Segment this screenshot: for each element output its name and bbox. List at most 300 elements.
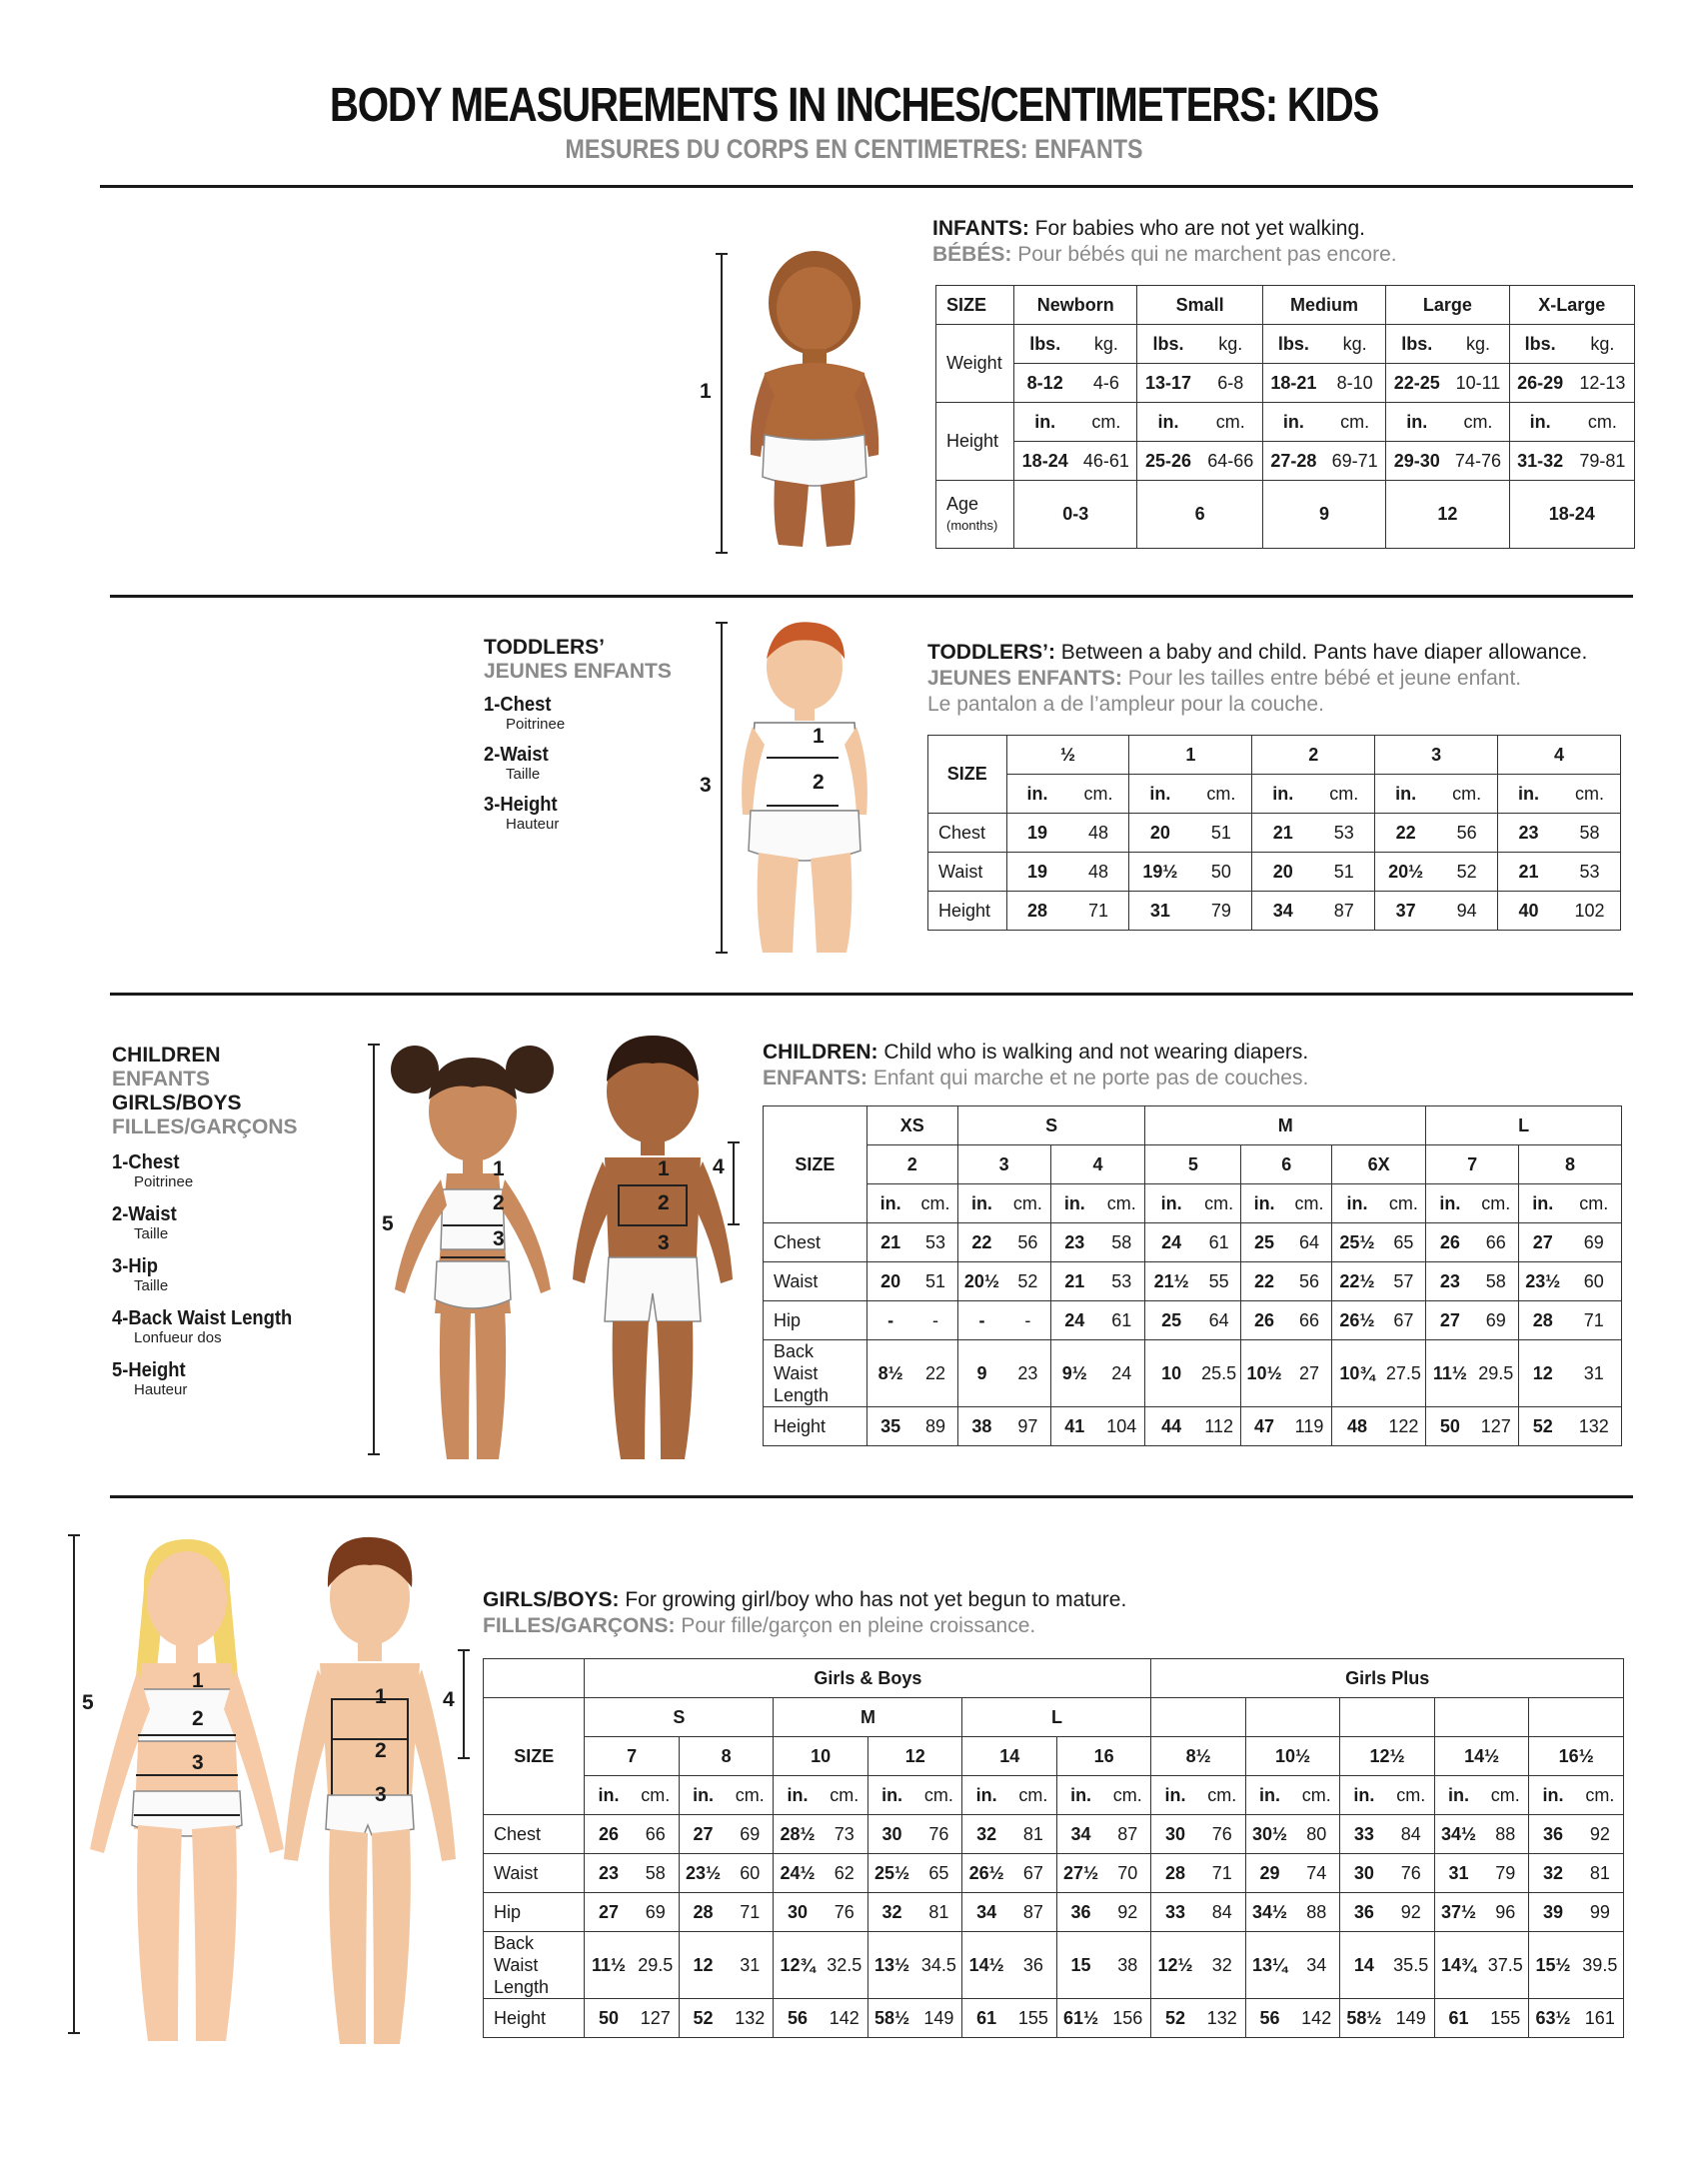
unit-cell: cm. [1190,775,1251,814]
unit-cell: cm. [822,1776,868,1815]
size-col-header: 10½ [1245,1737,1339,1776]
value-cell: 10-11 [1447,364,1509,403]
value-cell: 51 [1313,853,1374,892]
value-cell: 80 [1293,1815,1340,1854]
value-cell: 36 [1010,1932,1057,1999]
value-cell: 79 [1190,892,1251,931]
boy-illustration [280,1529,460,2054]
value-cell: 89 [913,1407,957,1446]
value-cell: 24 [1098,1340,1145,1407]
header-blank [484,1659,585,1698]
unit-cell: kg. [1324,325,1386,364]
value-cell: 31 [1566,1340,1621,1407]
legend-title: CHILDREN [112,1044,221,1067]
value-cell: 46-61 [1075,442,1137,481]
size-col-header: Medium [1262,286,1385,325]
unit-cell: in. [1129,775,1190,814]
height-marker: 3 [700,774,712,797]
legend-item: 3-Height [484,794,558,816]
value-cell: 14 [1340,1932,1388,1999]
legend-title-fr: FILLES/GARÇONS [112,1115,298,1138]
size-col-header: 3 [957,1145,1050,1184]
value-cell: 61 [1434,1999,1482,2038]
group-header: S [957,1106,1145,1145]
value-cell: 37.5 [1482,1932,1529,1999]
value-cell: 92 [1577,1815,1624,1854]
value-cell: 50 [1426,1407,1474,1446]
unit-cell: in. [1262,403,1324,442]
value-cell: 142 [1293,1999,1340,2038]
unit-cell: kg. [1447,325,1509,364]
unit-cell: in. [1386,403,1448,442]
size-col-header: 3 [1375,736,1498,775]
value-cell: 19½ [1129,853,1190,892]
value-cell: 132 [1566,1407,1621,1446]
table-row [484,1932,1624,1999]
legend-item: 3-Hip [112,1255,158,1277]
chest-marker: 1 [813,725,825,748]
size-header: SIZE [484,1698,585,1815]
infants-table [935,285,1635,549]
value-cell: 56 [1287,1262,1332,1301]
size-col-header: 8 [1519,1145,1622,1184]
legend-item: 1-Chest [484,694,552,716]
children-description: CHILDREN: Child who is walking and not wearing diapers. ENFANTS: Enfant qui marche et ne porte pas de couches. [763,1041,1309,1089]
size-col-header: 12½ [1340,1737,1435,1776]
value-cell: 76 [822,1893,868,1932]
table-row [764,1262,1622,1301]
value-cell: 58 [1474,1262,1519,1301]
value-cell: 18-21 [1262,364,1324,403]
back-waist-marker: 4 [443,1688,455,1711]
value-cell: 13¼ [1245,1932,1293,1999]
unit-cell: cm. [1010,1776,1057,1815]
value-cell: 87 [1010,1893,1057,1932]
value-cell: 8½ [866,1340,913,1407]
value-cell: 52 [679,1999,727,2038]
girl-child-illustration [385,1030,560,1469]
value-cell: 38 [957,1407,1005,1446]
waist-marker: 2 [813,771,825,794]
row-label: Chest [928,814,1007,853]
value-cell: 33 [1151,1893,1199,1932]
unit-cell: lbs. [1262,325,1324,364]
value-cell: 15 [1056,1932,1104,1999]
value-cell: 79-81 [1571,442,1635,481]
size-col-header: 7 [1426,1145,1519,1184]
age-sub: (months) [946,517,998,533]
value-cell: 27 [679,1815,727,1854]
value-cell: 22 [957,1223,1005,1262]
value-cell: 71 [1199,1854,1246,1893]
value-cell: 73 [822,1815,868,1854]
table-row [484,1999,1624,2038]
value-cell: 24 [1050,1301,1098,1340]
value-cell: 6 [1137,481,1262,549]
value-cell: 10 [1145,1340,1197,1407]
value-cell: 28½ [774,1815,822,1854]
value-cell: 56 [1436,814,1497,853]
unit-cell: cm. [1577,1776,1624,1815]
value-cell: 26½ [962,1854,1010,1893]
size-col-header: 16 [1056,1737,1150,1776]
value-cell: 9½ [1050,1340,1098,1407]
value-cell: 12½ [1151,1932,1199,1999]
value-cell: 28 [1519,1301,1567,1340]
value-cell: 66 [633,1815,680,1854]
unit-cell: in. [1375,775,1436,814]
value-cell: 92 [1388,1893,1435,1932]
unit-cell: cm. [727,1776,774,1815]
value-cell: 29 [1245,1854,1293,1893]
measure-tick [68,1534,80,1536]
value-cell: 23 [585,1854,633,1893]
height-marker: 5 [82,1691,94,1714]
divider [100,185,1633,188]
unit-cell: in. [1014,403,1076,442]
value-cell: 24½ [774,1854,822,1893]
group-header: Girls & Boys [585,1659,1151,1698]
group-header: M [1145,1106,1426,1145]
table-row [484,1893,1624,1932]
unit-cell: in. [1332,1184,1382,1223]
legend-title-fr: JEUNES ENFANTS [484,660,672,683]
measure-tick [728,1223,740,1225]
group-header: S [585,1698,774,1737]
value-cell: 41 [1050,1407,1098,1446]
value-cell: 4-6 [1075,364,1137,403]
value-cell: 52 [1151,1999,1199,2038]
legend-item-fr: Hauteur [134,1381,188,1398]
value-cell: 87 [1104,1815,1151,1854]
unit-cell: cm. [1197,1184,1241,1223]
unit-cell: kg. [1571,325,1635,364]
value-cell: 20½ [957,1262,1005,1301]
unit-cell: in. [1145,1184,1197,1223]
value-cell: 21 [1252,814,1313,853]
table-row [928,892,1621,931]
value-cell: 9 [1262,481,1385,549]
group-header-blank [1529,1698,1624,1737]
value-cell: 52 [1436,853,1497,892]
value-cell: 81 [1010,1815,1057,1854]
age-label: Age [946,493,979,514]
value-cell: 119 [1287,1407,1332,1446]
unit-cell: cm. [1571,403,1635,442]
unit-cell: in. [585,1776,633,1815]
unit-cell: cm. [1436,775,1497,814]
value-cell: 9 [957,1340,1005,1407]
unit-cell: in. [1006,775,1067,814]
value-cell: 66 [1287,1301,1332,1340]
value-cell: 30 [774,1893,822,1932]
value-cell: 48 [1068,853,1129,892]
value-cell: 27 [585,1893,633,1932]
legend-item-fr: Taille [506,766,541,783]
legend-title: GIRLS/BOYS [112,1091,242,1114]
legend-item-fr: Lonfueur dos [134,1329,222,1346]
value-cell: 69 [633,1893,680,1932]
value-cell: 52 [1005,1262,1050,1301]
back-waist-measure-line [463,1649,465,1759]
value-cell: 132 [1199,1999,1246,2038]
unit-cell: in. [962,1776,1010,1815]
value-cell: 12-13 [1571,364,1635,403]
page-subtitle: MESURES DU CORPS EN CENTIMETRES: ENFANTS [565,134,1143,164]
children-table [763,1105,1622,1446]
page-title: BODY MEASUREMENTS IN INCHES/CENTIMETERS: KIDS [329,79,1379,132]
hip-marker: 3 [192,1751,204,1774]
row-label: Chest [764,1223,867,1262]
row-label: Back Waist Length [484,1932,585,1999]
value-cell: 20 [1252,853,1313,892]
value-cell: 104 [1098,1407,1145,1446]
measure-tick [368,1044,380,1046]
value-cell: 10½ [1241,1340,1287,1407]
value-cell: 61 [962,1999,1010,2038]
unit-cell: cm. [1075,403,1137,442]
table-row [764,1223,1622,1262]
unit-cell: cm. [633,1776,680,1815]
value-cell: 30½ [1245,1815,1293,1854]
value-cell: 27.5 [1382,1340,1426,1407]
unit-cell: cm. [1287,1184,1332,1223]
value-cell: 32 [1529,1854,1577,1893]
table-row [928,853,1621,892]
value-cell: 60 [727,1854,774,1893]
value-cell: 81 [915,1893,962,1932]
height-measure-line [373,1044,375,1455]
unit-cell: in. [866,1184,913,1223]
unit-cell: in. [1151,1776,1199,1815]
value-cell: 30 [1340,1854,1388,1893]
size-col-header: 2 [1252,736,1375,775]
value-cell: 31 [1434,1854,1482,1893]
waist-marker: 2 [375,1739,387,1762]
legend-item-fr: Hauteur [506,816,560,833]
table-row [484,1854,1624,1893]
value-cell: 79 [1482,1854,1529,1893]
value-cell: 18-24 [1509,481,1634,549]
value-cell: 19 [1006,853,1067,892]
value-cell: 23 [1050,1223,1098,1262]
value-cell: 13-17 [1137,364,1199,403]
height-marker: 5 [382,1212,394,1235]
value-cell: 60 [1566,1262,1621,1301]
unit-cell: in. [1252,775,1313,814]
value-cell: 70 [1104,1854,1151,1893]
girl-illustration [82,1529,292,2049]
value-cell: 25 [1241,1223,1287,1262]
value-cell: 22 [913,1340,957,1407]
hip-marker: 3 [658,1231,670,1254]
table-body [764,1223,1622,1446]
value-cell: 34 [962,1893,1010,1932]
value-cell: 29-30 [1386,442,1448,481]
unit-cell: in. [1137,403,1199,442]
value-cell: 51 [913,1262,957,1301]
table-body [928,814,1621,931]
value-cell: 11½ [1426,1340,1474,1407]
row-label: Height [928,892,1007,931]
group-header: L [1426,1106,1622,1145]
value-cell: 161 [1577,1999,1624,2038]
value-cell: 71 [1566,1301,1621,1340]
unit-cell: cm. [1482,1776,1529,1815]
value-cell: 18-24 [1014,442,1076,481]
value-cell: 58 [1098,1223,1145,1262]
value-cell: 127 [633,1999,680,2038]
value-cell: 53 [1313,814,1374,853]
value-cell: 36 [1056,1893,1104,1932]
size-col-header: 7 [585,1737,680,1776]
value-cell: 20 [1129,814,1190,853]
size-col-header: 5 [1145,1145,1241,1184]
value-cell: 28 [1006,892,1067,931]
legend-title-fr: ENFANTS [112,1068,211,1090]
size-col-header: 6X [1332,1145,1426,1184]
legend-item: 4-Back Waist Length [112,1307,293,1329]
unit-cell: lbs. [1509,325,1571,364]
group-header-blank [1434,1698,1529,1737]
value-cell: 88 [1482,1815,1529,1854]
value-cell: 31 [1129,892,1190,931]
unit-cell: in. [1509,403,1571,442]
unit-cell: cm. [1068,775,1129,814]
value-cell: 25.5 [1197,1340,1241,1407]
chest-marker: 1 [658,1157,670,1180]
girlsboys-table [483,1658,1624,2038]
value-cell: 34 [1293,1932,1340,1999]
row-label: Waist [484,1854,585,1893]
value-cell: 37 [1375,892,1436,931]
value-cell: 12 [1386,481,1509,549]
size-col-header: X-Large [1509,286,1634,325]
value-cell: 32 [962,1815,1010,1854]
legend-item: 1-Chest [112,1151,180,1173]
measure-tick [716,253,728,255]
toddlers-legend [484,636,672,834]
value-cell: 102 [1559,892,1621,931]
value-cell: 50 [1190,853,1251,892]
unit-cell: cm. [1382,1184,1426,1223]
unit-cell: in. [867,1776,915,1815]
toddlers-description: TODDLERS’: Between a baby and child. Pants have diaper allowance. JEUNES ENFANTS: Pour les tailles entre bébé et jeune enfant. Le pantalon a de l’ampleur pour la couche. [927,641,1588,716]
unit-cell: in. [1050,1184,1098,1223]
unit-cell: cm. [1104,1776,1151,1815]
waist-marker: 2 [493,1191,505,1214]
value-cell: 23 [1005,1340,1050,1407]
value-cell: 87 [1313,892,1374,931]
unit-cell: cm. [1447,403,1509,442]
value-cell: 31-32 [1509,442,1571,481]
row-label: Waist [764,1262,867,1301]
unit-cell: cm. [1005,1184,1050,1223]
value-cell: 21 [1498,853,1559,892]
value-cell: 25½ [1332,1223,1382,1262]
value-cell: - [866,1301,913,1340]
value-cell: 61 [1197,1223,1241,1262]
unit-cell: in. [1529,1776,1577,1815]
value-cell: 51 [1190,814,1251,853]
table-row [484,1815,1624,1854]
value-cell: 65 [915,1854,962,1893]
value-cell: 8-12 [1014,364,1076,403]
value-cell: 76 [1388,1854,1435,1893]
boy-child-illustration [565,1020,740,1469]
value-cell: 34 [1056,1815,1104,1854]
unit-cell: cm. [1474,1184,1519,1223]
value-cell: 35 [866,1407,913,1446]
value-cell: 74-76 [1447,442,1509,481]
unit-cell: in. [774,1776,822,1815]
value-cell: 155 [1010,1999,1057,2038]
value-cell: 94 [1436,892,1497,931]
waist-marker: 2 [192,1707,204,1730]
value-cell: 47 [1241,1407,1287,1446]
value-cell: 64 [1287,1223,1332,1262]
legend-item-fr: Poitrinee [506,716,566,733]
value-cell: 64-66 [1199,442,1263,481]
legend-title: TODDLERS’ [484,636,605,659]
unit-cell: in. [1498,775,1559,814]
value-cell: 50 [585,1999,633,2038]
unit-cell: lbs. [1014,325,1076,364]
value-cell: 52 [1519,1407,1567,1446]
value-cell: 30 [1151,1815,1199,1854]
value-cell: 61 [1098,1301,1145,1340]
unit-cell: in. [1056,1776,1104,1815]
size-col-header: 4 [1050,1145,1145,1184]
legend-item: 2-Waist [112,1203,177,1225]
value-cell: 132 [727,1999,774,2038]
row-label: Waist [928,853,1007,892]
value-cell: 84 [1199,1893,1246,1932]
unit-cell: kg. [1199,325,1263,364]
size-header: SIZE [936,286,1014,325]
size-col-header: 8½ [1151,1737,1245,1776]
chest-marker: 1 [375,1685,387,1708]
size-col-header: 12 [867,1737,962,1776]
value-cell: 32.5 [822,1932,868,1999]
value-cell: 26 [1426,1223,1474,1262]
value-cell: 142 [822,1999,868,2038]
unit-cell: in. [957,1184,1005,1223]
size-col-header: 14½ [1434,1737,1529,1776]
value-cell: 25½ [867,1854,915,1893]
value-cell: 84 [1388,1815,1435,1854]
size-col-header: Small [1137,286,1262,325]
value-cell: 48 [1068,814,1129,853]
unit-cell: in. [1426,1184,1474,1223]
size-header: SIZE [928,736,1007,814]
value-cell: 14½ [962,1932,1010,1999]
value-cell: 24 [1145,1223,1197,1262]
legend-item: 2-Waist [484,744,549,766]
value-cell: 58½ [1340,1999,1388,2038]
row-label: Back Waist Length [764,1340,867,1407]
value-cell: 69-71 [1324,442,1386,481]
legend-item-fr: Taille [134,1277,169,1294]
table-row [764,1340,1622,1407]
measure-tick [458,1649,470,1651]
measure-tick [716,552,728,554]
row-label: Height [484,1999,585,2038]
group-header: Girls Plus [1151,1659,1624,1698]
size-col-header: 14 [962,1737,1056,1776]
group-header-blank [1245,1698,1339,1737]
back-waist-measure-line [733,1141,735,1225]
